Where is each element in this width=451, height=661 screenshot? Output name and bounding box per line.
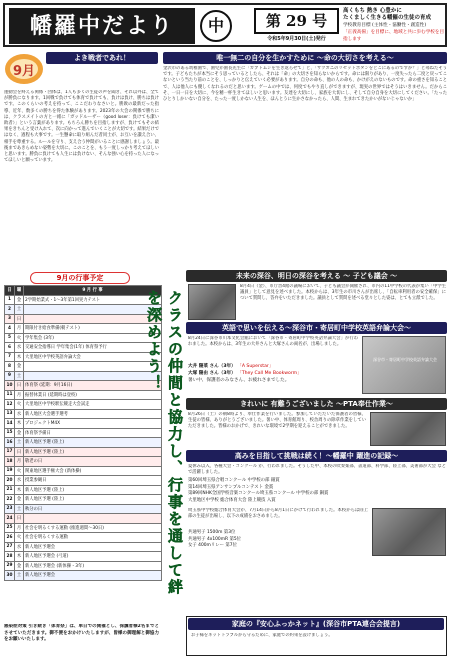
schedule-event: 学年集会 (3年) (24, 333, 162, 343)
schedule-event: 社会を明るくする運動 (24, 533, 162, 543)
schedule-weekday: 木 (15, 419, 24, 429)
schedule-event: 新人地区予選 (陸上) (24, 495, 162, 505)
schedule-table (4, 285, 162, 581)
schedule-weekday: 木 (15, 352, 24, 362)
schedule-weekday: 土 (15, 371, 24, 381)
schedule-weekday: 火 (15, 400, 24, 410)
schedule-weekday: 水 (15, 542, 24, 552)
schedule-weekday: 日 (15, 514, 24, 524)
track-result-item: 共通男子 1500m 第3位 (188, 530, 236, 535)
schedule-row (5, 447, 162, 457)
schedule-event: 社会を明るくする運動 (推進週間〜30日) (24, 523, 162, 533)
schedule-row (5, 476, 162, 486)
schedule-event: 授業参観日 (24, 476, 162, 486)
result-item: 第89回NHK全国学校音楽コンクール埼玉県コンクール 中学校の部 銅賞 (188, 491, 329, 496)
schedule-event: 大里地区中学校駅伝競走大会試走 (24, 400, 162, 410)
schedule-row (5, 438, 162, 448)
track-photo (372, 508, 446, 556)
schedule-event: 新人地区予選会 (弓道) (24, 552, 162, 562)
schedule-row (5, 495, 162, 505)
schedule-day: 13 (5, 409, 15, 419)
schedule-event: 振替休業日 (延期時は登校) (24, 390, 162, 400)
kids-assembly-body: 8月4日（金）、市庁舎4階の議場において、子ども議会が開催され、市内の11中学校の代表が集い「中学生議員」として意見を述べました。本校からは、3年生の市川さんが出席し、「自転車利用者の安全確保」について質問し、答弁をいただきました。議員として質問を述べる堂々とした姿は、とても立派でした。 (240, 284, 446, 302)
track-result-item: 共通男子 4x100mR 第5位 (188, 536, 242, 542)
schedule-event: 新人地区予選 (陸上) (24, 485, 162, 495)
motto-line-2: たくましく生きる幡羅の生徒の育成 (343, 15, 432, 21)
schedule-weekday: 土 (15, 305, 24, 315)
schedule-day: 2 (5, 305, 15, 315)
schedule-day: 18 (5, 457, 15, 467)
schedule-event (24, 371, 162, 381)
schedule-day: 26 (5, 533, 15, 543)
schedule-row (5, 324, 162, 334)
kids-assembly-heading: 未来の深谷、明日の深谷を考える 〜 子ども議会 〜 (186, 270, 447, 282)
footer-body: お子様をネットトラブルから守るために、家庭での約束を設けましょう。 (191, 633, 333, 638)
schedule-weekday: 土 (15, 571, 24, 581)
schedule-event: 関東地区選手権大会 (新体操) (24, 466, 162, 476)
motto-line-4: 「正義高揚」を目標に、地域と共に歩む学校を目指します (343, 30, 445, 42)
pta-volunteer-heading: きれいに 有難うございました 〜PTA奉仕作業〜 (186, 398, 447, 410)
club-results-list (188, 478, 446, 504)
schedule-day: 22 (5, 495, 15, 505)
schedule-weekday: 木 (15, 485, 24, 495)
schedule-weekday: 日 (15, 381, 24, 391)
schedule-event: 期限付き給食準備(朝テスト) (24, 324, 162, 334)
schedule-row (5, 343, 162, 353)
winner-1-title: 「A Superstar」 (237, 364, 274, 369)
schedule-day: 14 (5, 419, 15, 429)
schedule-day: 19 (5, 466, 15, 476)
schedule-day: 24 (5, 514, 15, 524)
schedule-row (5, 400, 162, 410)
schedule-row (5, 457, 162, 467)
schedule-day: 27 (5, 542, 15, 552)
schedule-header-row (5, 286, 162, 296)
good-loser-heading: よき戦者であれ！ (46, 52, 158, 64)
winner-2-name: 大塚 陽由 さん（3年） (188, 371, 236, 376)
schedule-event: 新人地区予選会 (24, 542, 162, 552)
good-loser-intro (46, 66, 158, 90)
col-week-header: 曜 (15, 286, 24, 296)
schedule-weekday: 土 (15, 504, 24, 514)
speech-photo-caption: 深谷市・寄居町中学校英語弁論大会 (373, 357, 437, 362)
schedule-row (5, 428, 162, 438)
schedule-event: 新人地区予選会 (新体操・3年) (24, 561, 162, 571)
schedule-row (5, 419, 162, 429)
club-results-intro: 夏休み以入、各種大会・コンクール が、行われました。そうした中、本校の吹奏楽部、書道部、科学部、陸上部、美術部が大会 などで活躍しました。 (188, 464, 446, 476)
footer-heading: 家庭の『安心ふっかネット』(深谷市PTA連合会提言) (188, 618, 444, 630)
schedule-row (5, 466, 162, 476)
schedule-weekday: 火 (15, 466, 24, 476)
result-item: 大里地区中学校 総合体育大会 陸上競技 入賞 (188, 497, 276, 503)
schedule-weekday: 金 (15, 295, 24, 305)
schedule-row (5, 381, 162, 391)
schedule-weekday: 火 (15, 333, 24, 343)
schedule-event: 新人地区予選 (陸上) (24, 438, 162, 448)
schedule-day: 16 (5, 438, 15, 448)
school-emblem-icon: 中 (200, 10, 232, 42)
schedule-row (5, 542, 162, 552)
attendance-note: 感染症対策 引き続き「体育祭」は、単日での開催とし、保護者様2名までとさせていただきます。御不便をおかけいたしますが、皆様の御理解と御協力をお願いいたします。 (4, 624, 159, 642)
col-day-header: 日 (5, 286, 15, 296)
schedule-day: 1 (5, 295, 15, 305)
motto-line-1: 高くもち 熱き 心豊かに (343, 8, 402, 14)
month-label: 9月 (12, 64, 36, 79)
schedule-day: 5 (5, 333, 15, 343)
motto-line-3: 学校教育目標 (主体性・協働性・創造性) (343, 23, 427, 28)
footer-box (186, 616, 447, 656)
schedule-day: 17 (5, 447, 15, 457)
schedule-row (5, 352, 162, 362)
schedule-day: 10 (5, 381, 15, 391)
schedule-row (5, 362, 162, 372)
col-event-header: 9 月 行 事 (24, 286, 162, 296)
schedule-event: 秋分の日 (24, 504, 162, 514)
kids-assembly-photo (188, 284, 236, 320)
schedule-day: 25 (5, 523, 15, 533)
schedule-event: 新人地区予選会 (24, 571, 162, 581)
schedule-weekday: 火 (15, 533, 24, 543)
schedule-event (24, 362, 162, 372)
schedule-day: 4 (5, 324, 15, 334)
schedule-weekday: 木 (15, 552, 24, 562)
club-results-heading: 高みを目指して挑戦は続く！〜幡羅中 躍進の記録〜 (186, 450, 447, 462)
newsletter-title: 幡羅中だより (9, 8, 195, 44)
schedule-day: 29 (5, 561, 15, 571)
schedule-row (5, 533, 162, 543)
schedule-weekday: 金 (15, 561, 24, 571)
schedule-row (5, 295, 162, 305)
schedule-row (5, 552, 162, 562)
schedule-weekday: 月 (15, 390, 24, 400)
schedule-weekday: 日 (15, 447, 24, 457)
speech-contest-photo (362, 336, 446, 394)
schedule-row (5, 333, 162, 343)
track-results (188, 530, 368, 550)
schedule-row (5, 390, 162, 400)
schedule-row (5, 571, 162, 581)
track-intro: 埼玉県中学校総合体育大会が、7月14日から8月1日にかけて行われました。本校からは陸上部の生徒が出場し、以下の成績をおさめました。 (188, 508, 368, 520)
schedule-day: 11 (5, 390, 15, 400)
track-result-item: 女子 400mリレー 第7位 (188, 543, 237, 548)
schedule-day: 28 (5, 552, 15, 562)
schedule-row (5, 305, 162, 315)
main-article-body: 金沢市のある幼稚園で、園児が園長先生に「カブトムシを生き返らせて」と、「サツガニのリセットボタンをどこにあるのですか？」と尋ねたそうです。子どもたちが本当にそう思っているとしたら、それは「命」の大切さを知らないからです。命には限りがあり、一度失ったら二度と戻ってこないという当たり前のことを、しっかりと伝えていく必要があります。自分の命も、他の人の命も、かけがえのないものです。命の重さを知ることで、人は他人にも優しくなれるのだと思います。ゲームの中では、何度でもやり直しができますが、現実の世界ではそうはいきません。だからこそ、一日一日を大切に、今を精一杯生きてほしいと思います。友達を大切にし、家族を大切にし、そして自分自身を大切にしてください。「たったひとりしかいない自分を、たった一度しかない人生を、ほんとうに生かさなかったら、人間、生まれてきたかいがないじゃないか」 (163, 66, 447, 103)
schedule-event: 体育祭予備日 (24, 428, 162, 438)
pta-volunteer-photo (370, 412, 446, 446)
speech-closing: 暑い中、保護者のみなさん、お疲れさまでした。 (188, 378, 290, 383)
schedule-weekday: 月 (15, 457, 24, 467)
schedule-weekday: 土 (15, 438, 24, 448)
schedule-day: 20 (5, 476, 15, 486)
result-item: 第60回埼玉県合唱コンクール 中学校の部 銀賞 (188, 478, 280, 483)
masthead (3, 3, 447, 47)
speech-winners (188, 363, 358, 384)
schedule-weekday: 水 (15, 343, 24, 353)
schedule-event: 体育祭 (延期：9月16日) (24, 381, 162, 391)
schedule-day: 15 (5, 428, 15, 438)
schedule-weekday: 金 (15, 428, 24, 438)
schedule-event (24, 314, 162, 324)
schedule-weekday: 月 (15, 324, 24, 334)
schedule-row (5, 409, 162, 419)
schedule-day: 7 (5, 352, 15, 362)
issue-number: 第 29 号 (254, 8, 339, 34)
schedule-weekday: 金 (15, 495, 24, 505)
schedule-row (5, 504, 162, 514)
schedule-row (5, 485, 162, 495)
pta-volunteer-body: 8月26日（土）の朝8時より、奉仕作業を行いました。参加していただいた保護者の皆様、生徒の皆様、ありがとうございました。暑い中、体育館周り、校舎周りの除草作業をしていただきました。皆様のおかげで、きれいな環境で2学期を迎えることができました。 (188, 412, 366, 430)
speech-contest-heading: 英語で思いを伝える〜深谷市・寄居町中学校英語弁論大会〜 (186, 322, 447, 334)
schedule-heading: 9月の行事予定 (30, 272, 130, 284)
vertical-slogan: クラスの仲間と協力し、行事を通して絆を深めよう！ (145, 290, 184, 596)
schedule-event: 敬老の日 (24, 457, 162, 467)
schedule-event: 大里地区中学校英語弁論大会 (24, 352, 162, 362)
schedule-weekday: 月 (15, 523, 24, 533)
schedule-weekday: 金 (15, 362, 24, 372)
schedule-day: 6 (5, 343, 15, 353)
schedule-day: 30 (5, 571, 15, 581)
main-article-heading: 唯一無二の自分を生かすために 〜命の大切さを考える〜 (163, 52, 447, 64)
schedule-day: 12 (5, 400, 15, 410)
result-item: 第14回埼玉県アンサンブルコンテスト 金賞 (188, 484, 274, 490)
month-graphic (4, 52, 44, 86)
good-loser-body: 運動会を終える関係・団体は、1人も多くの生徒の声を聞き、それ以外は、全てが勝負になります。1回戦で負けても体育で負けても、負けは負け、勝ちは負けです。このくらいの考えを持って、ここだわりなさいと。勝敗の最新だった指導、近年、数多くの勝ちを得た体験があります。2023年の大会の関係で勝ちには、クラスメイトの方と一緒に「ガッドルーザー（good loser：負けても潔い敗者）」という言葉があります。もちろん勝ちを目指しますが、負けてもその結果をきちんと受け入れて、次に向かって進んでいくことが大切です。結果だけではなく、過程も大事です。一生懸命に取り組んだ者同士が、お互いを讃え合い、相手を尊重する。ルールを守り、支え合う仲間がいることに感謝しましょう。最後まであきらめない姿勢を大切に。このことを、もう一度しっかり考えてほしいと思います。勝負に負けても人生には負けない、そんな強い心を持った人になってほしいと願っています。 (4, 90, 159, 164)
schedule-row (5, 514, 162, 524)
schedule-event: 交通安全指導日 学年集会(1年) 体育祭予行 (24, 343, 162, 353)
schedule-event: 2学期始業式・1〜3年第1回実力テスト (24, 295, 162, 305)
winner-1-name: 大井 陽菜 さん（3年） (188, 364, 236, 369)
schedule-weekday: 日 (15, 314, 24, 324)
schedule-event (24, 305, 162, 315)
schedule-row (5, 314, 162, 324)
schedule-day: 23 (5, 504, 15, 514)
schedule-event: 新人地区大会選手選考 (24, 409, 162, 419)
schedule-row (5, 371, 162, 381)
schedule-event (24, 514, 162, 524)
speech-contest-body: 8月24日に深谷市川本文化会館において「深谷市・寄居町中学校英語弁論大会」が行われました。本校からは、3年生の大井さんと大塚さんの両名が、出場しました。 (188, 336, 358, 348)
schedule-day: 9 (5, 371, 15, 381)
issue-date: 令和5年9月30日(土)発行 (267, 36, 326, 42)
schedule-weekday: 水 (15, 409, 24, 419)
schedule-day: 3 (5, 314, 15, 324)
schedule-row (5, 523, 162, 533)
schedule-day: 21 (5, 485, 15, 495)
schedule-weekday: 水 (15, 476, 24, 486)
school-motto (343, 8, 447, 46)
schedule-event: 新人地区予選 (陸上) (24, 447, 162, 457)
schedule-row (5, 561, 162, 571)
schedule-day: 8 (5, 362, 15, 372)
schedule-event: プロジェクトM4X (24, 419, 162, 429)
winner-2-title: 「They Call Me Bookworm」 (237, 371, 302, 376)
